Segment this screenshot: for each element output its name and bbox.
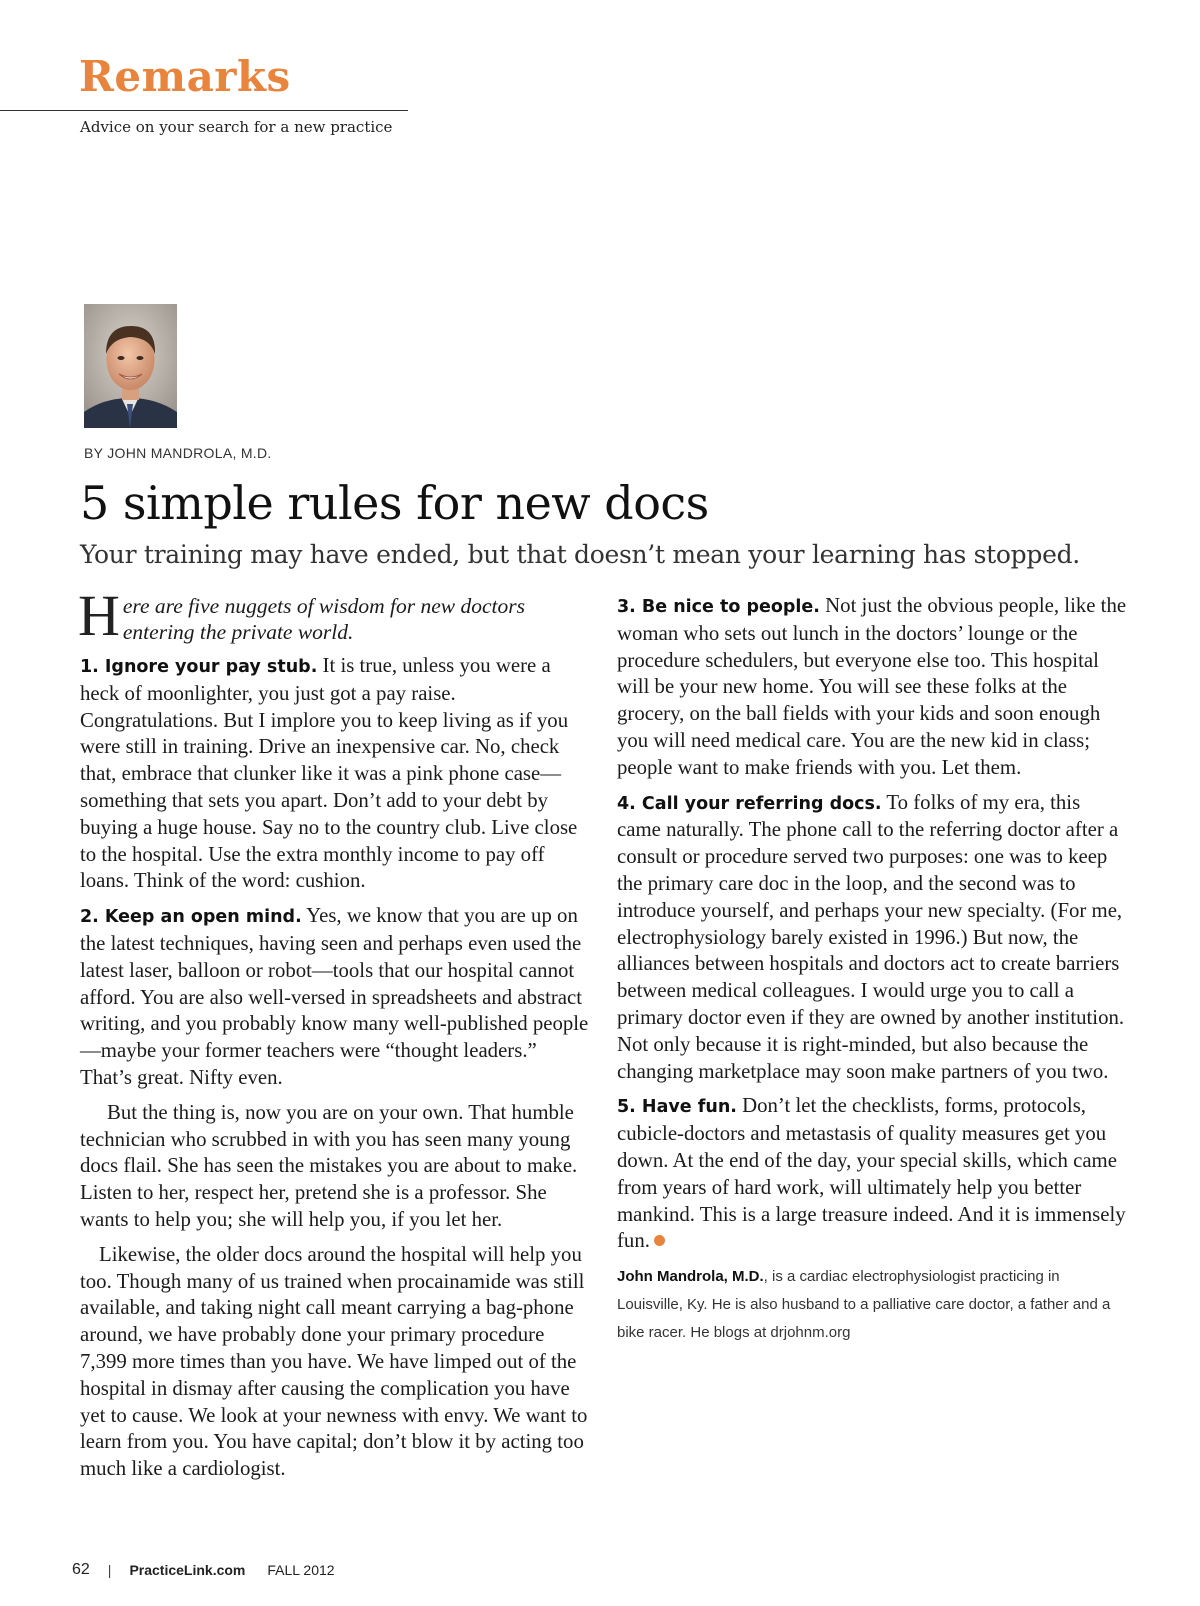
rule-3: [617, 593, 1129, 782]
right-column: [617, 593, 1129, 1355]
rule-1: [80, 653, 590, 895]
section-title: Remarks: [79, 52, 291, 101]
section-rule: [0, 110, 408, 111]
rule-2-paragraph-3: Likewise, the older docs around the hospital will help you too. Though many of us trained when procainamide was still available, and taking night call meant carrying a bag-phone around, we have probably done your primary procedure 7,399 more times than you have. We have limped out of the hospital in dismay after causing the complication you have yet to cause. We look at your newness with envy. We want to learn from you. You have capital; don’t blow it by acting too much like a cardiologist.: [80, 1242, 588, 1481]
rule-4-text: To folks of my era, this came naturally. The phone call to the referring doctor after a consult or procedure served two purposes: one was to keep the primary care doc in the loop, and the second was to introduce yourself, and perhaps your new specialty. (For me, electrophysiology barely existed in 1996.) But now, the alliances between hospitals and doctors act to create barriers between medical colleagues. I would urge you to call a primary doctor even if they are owned by another institution. Not only because it is right-minded, but also because the changing marketplace may soon make partners of you two.: [617, 790, 1125, 1083]
headline: 5 simple rules for new docs: [80, 476, 709, 530]
footer-separator: |: [107, 1562, 112, 1578]
footer: [72, 1561, 335, 1579]
rule-4-lead: 4. Call your referring docs.: [617, 793, 882, 814]
rule-5-lead: 5. Have fun.: [617, 1097, 737, 1118]
rule-4: [617, 790, 1129, 1086]
end-mark-icon: [654, 1235, 665, 1246]
footer-site: PracticeLink.com: [129, 1562, 246, 1578]
deck: Your training may have ended, but that doesn’t mean your learning has stopped.: [80, 540, 1080, 569]
drop-cap: H: [78, 583, 120, 648]
page-number: 62: [72, 1561, 90, 1578]
intro-paragraph: [78, 583, 590, 648]
byline: BY JOHN MANDROLA, M.D.: [84, 445, 272, 461]
rule-2-lead: 2. Keep an open mind.: [80, 907, 302, 928]
intro-text: ere are five nuggets of wisdom for new doctors entering the private world.: [122, 594, 525, 644]
rule-3-lead: 3. Be nice to people.: [617, 597, 820, 617]
bio-name: John Mandrola, M.D.: [617, 1268, 764, 1286]
rule-1-text: It is true, unless you were a heck of moonlighter, you just got a pay raise. Congratulations. But I implore you to keep living as if you were still in training. Drive an inexpensive car. No, check that, embrace that clunker like it was a pink phone case—something that sets you apart. Don’t add to your debt by buying a huge house. Say no to the country club. Live close to the hospital. Use the extra monthly income to pay off loans. Think of the word: cushion.: [80, 654, 578, 893]
rule-5-text: Don’t let the checklists, forms, protocols, cubicle-doctors and metastasis of quality measures get you down. At the end of the day, your special skills, which came from years of hard work, will ultimately help you better mankind. This is a large treasure indeed. And it is immensely fun.: [617, 1094, 1126, 1253]
section-subtitle: Advice on your search for a new practice: [80, 118, 393, 136]
rule-5: [617, 1093, 1129, 1255]
footer-issue: FALL 2012: [267, 1562, 335, 1578]
rule-3-text: Not just the obvious people, like the woman who sets out lunch in the doctors’ lounge or the procedure schedulers, but everyone else too. This hospital will be your new home. You will see these folks at the grocery, on the ball fields with your kids and soon enough you will need medical care. You are the new kid in class; people want to make friends with you. Let them.: [617, 594, 1127, 779]
left-column: [78, 583, 590, 1491]
rule-2-text: Yes, we know that you are up on the latest techniques, having seen and perhaps even used the latest laser, balloon or robot—tools that our hospital cannot afford. You are also well-versed in spreadsheets and abstract writing, and you probably know many well-published people—maybe your former teachers were “thought leaders.” That’s great. Nifty even.: [80, 904, 589, 1089]
author-bio: [617, 1263, 1129, 1347]
rule-2-paragraph-2: But the thing is, now you are on your own. That humble technician who scrubbed in with you has seen many young docs flail. She has seen the mistakes you are about to make. Listen to her, respect her, pretend she is a professor. She wants to help you; she will help you, if you let her.: [80, 1100, 578, 1231]
rule-1-lead: 1. Ignore your pay stub.: [80, 657, 318, 677]
bio-text: , is a cardiac electrophysiologist practicing in Louisville, Ky. He is also husband to a palliative care doctor, a father and a bike racer. He blogs at drjohnm.org: [617, 1268, 1111, 1342]
author-photo: [84, 304, 177, 428]
rule-2: [80, 903, 590, 1092]
